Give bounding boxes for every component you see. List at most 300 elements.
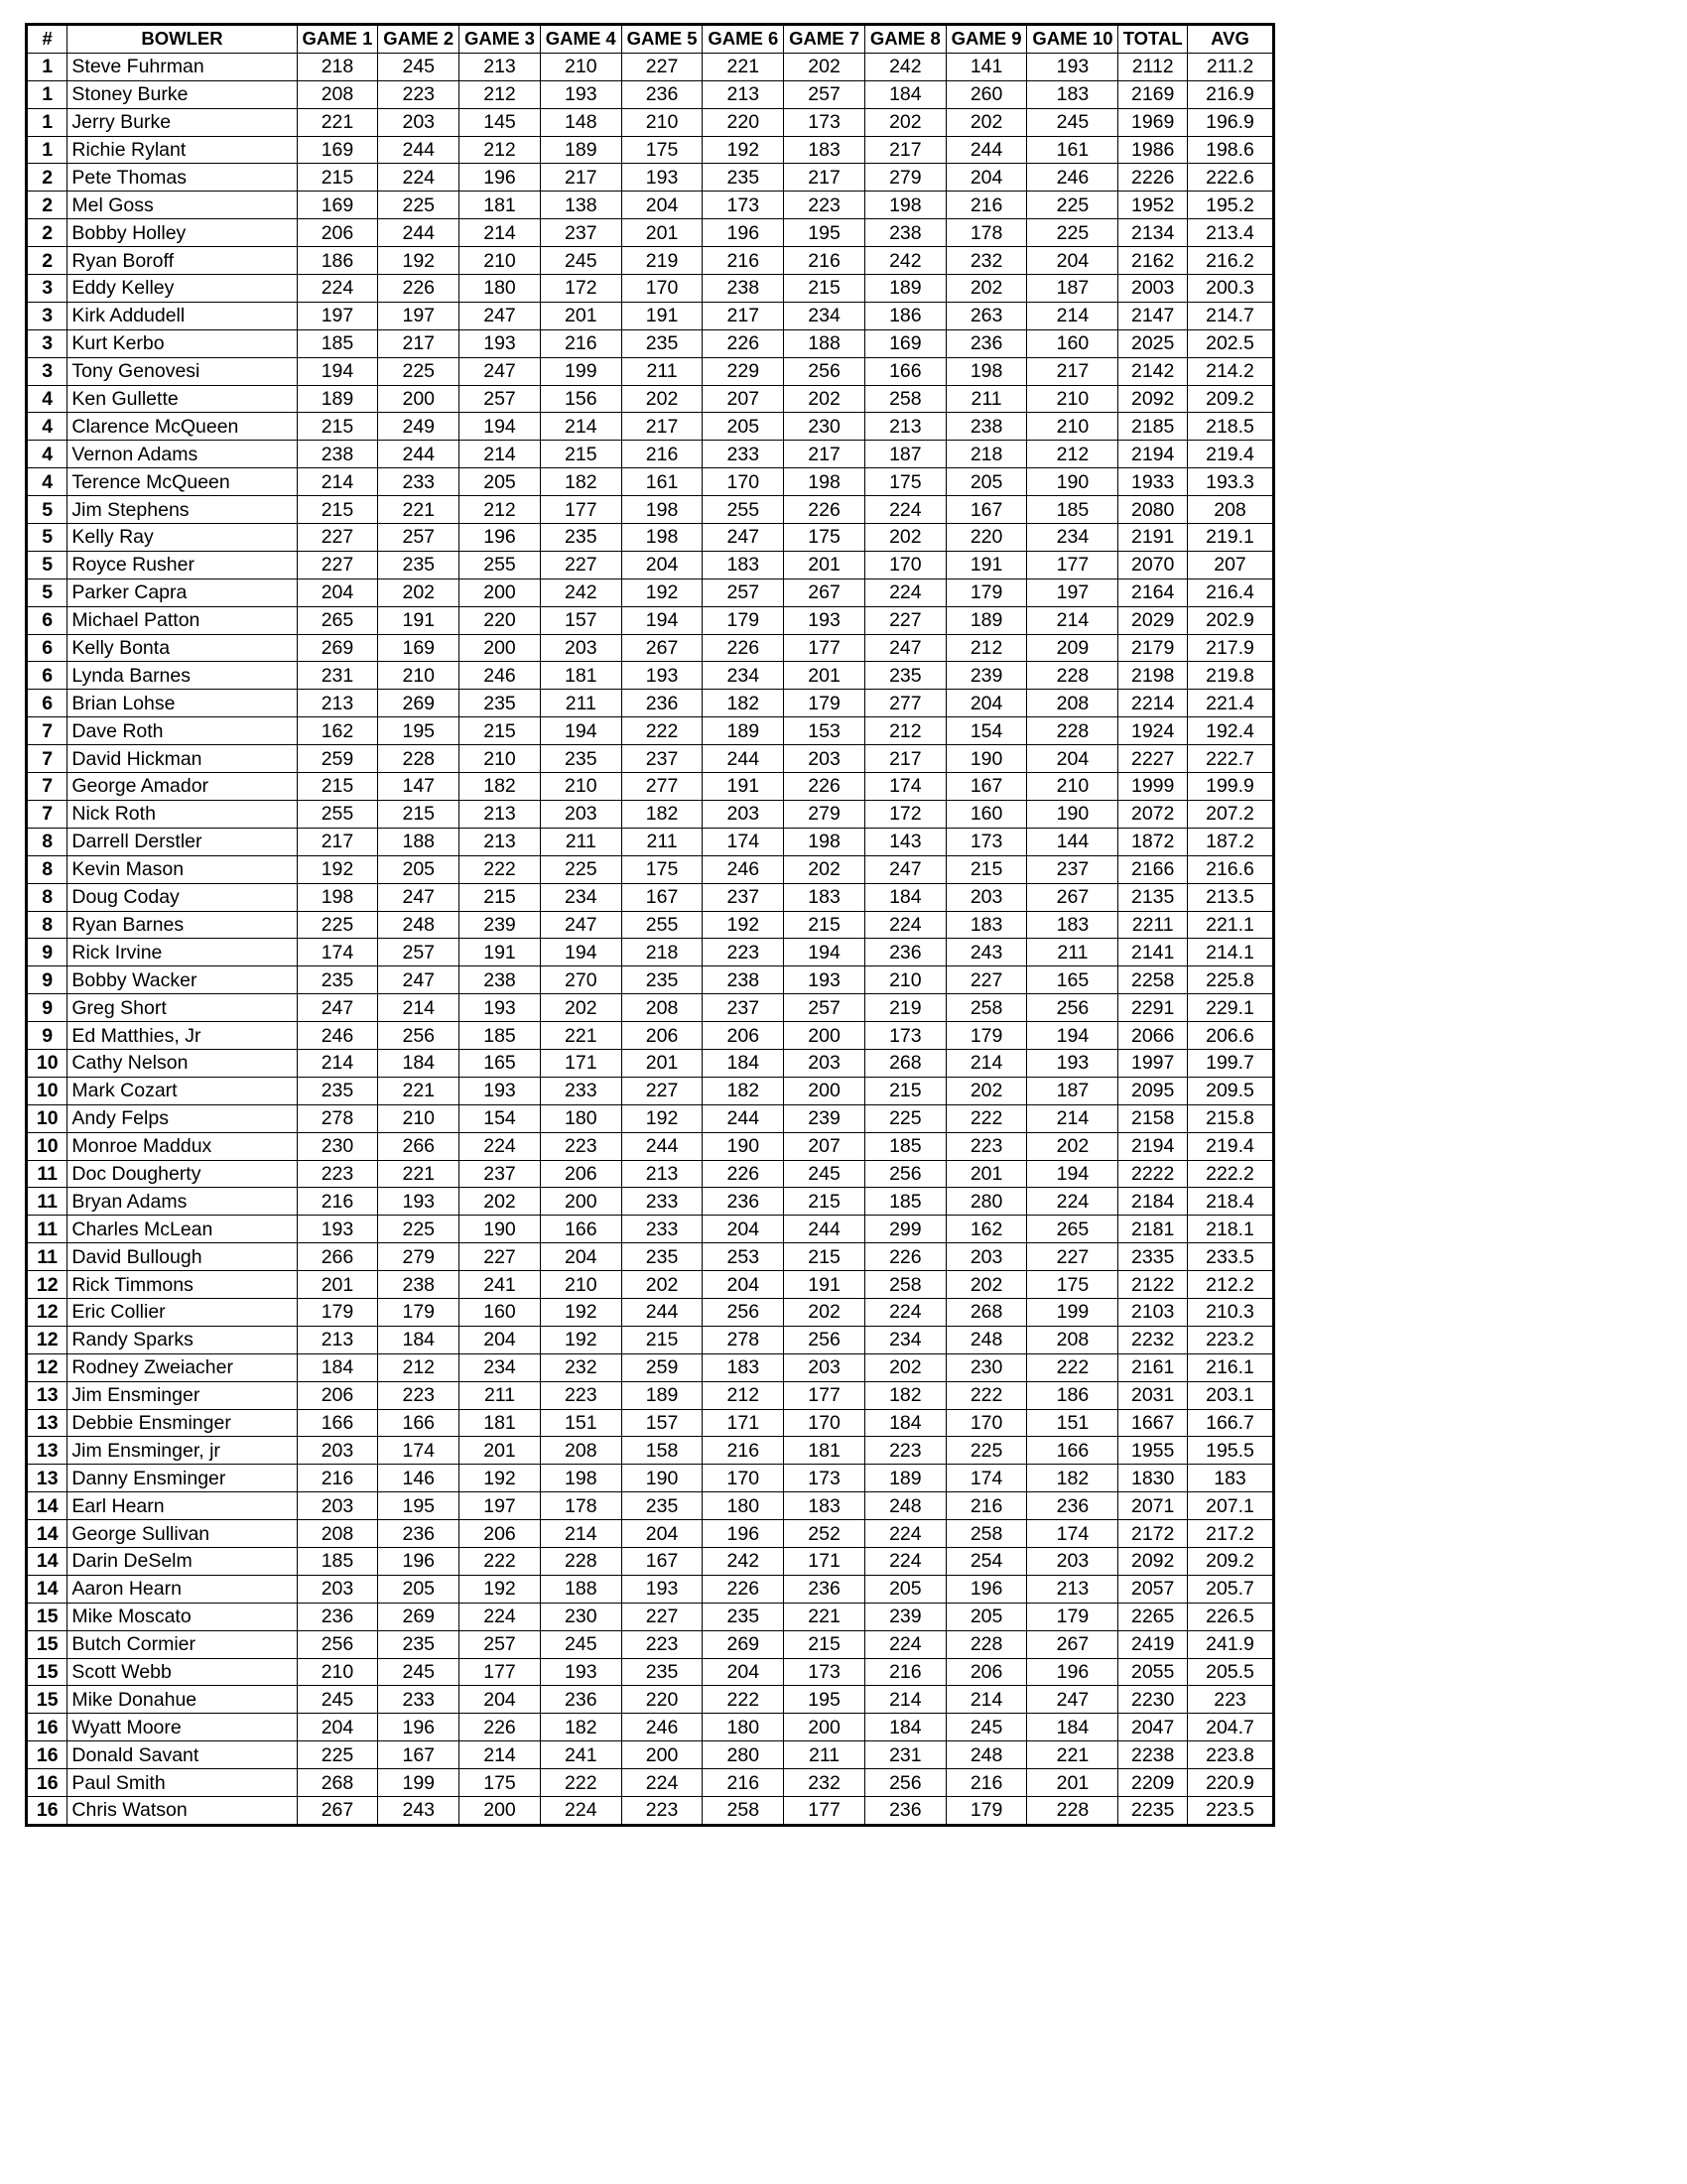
rank-cell: 5 — [27, 551, 67, 578]
table-row — [27, 1271, 1274, 1299]
game-score-cell: 235 — [378, 1630, 459, 1658]
game-score-cell: 233 — [621, 1188, 703, 1216]
game-score-cell: 187 — [1027, 275, 1118, 303]
game-score-cell: 244 — [621, 1298, 703, 1326]
bowler-name-cell: Bobby Holley — [67, 219, 297, 247]
column-header-game-9: GAME 9 — [946, 25, 1027, 54]
game-score-cell: 177 — [784, 634, 865, 662]
game-score-cell: 154 — [946, 717, 1027, 745]
total-cell: 1830 — [1118, 1465, 1188, 1492]
game-score-cell: 217 — [703, 302, 784, 329]
game-score-cell: 224 — [378, 164, 459, 192]
game-score-cell: 232 — [784, 1769, 865, 1797]
game-score-cell: 215 — [297, 164, 378, 192]
bowler-name-cell: Parker Capra — [67, 578, 297, 606]
table-row — [27, 828, 1274, 855]
rank-cell: 14 — [27, 1492, 67, 1520]
game-score-cell: 214 — [459, 441, 541, 468]
game-score-cell: 167 — [621, 1547, 703, 1575]
game-score-cell: 245 — [946, 1714, 1027, 1741]
game-score-cell: 269 — [378, 1603, 459, 1630]
game-score-cell: 202 — [784, 385, 865, 413]
total-cell: 1969 — [1118, 108, 1188, 136]
game-score-cell: 193 — [621, 164, 703, 192]
game-score-cell: 224 — [864, 496, 946, 524]
game-score-cell: 246 — [621, 1714, 703, 1741]
average-cell: 222.7 — [1188, 745, 1274, 773]
game-score-cell: 236 — [864, 1797, 946, 1826]
average-cell: 222.6 — [1188, 164, 1274, 192]
game-score-cell: 220 — [703, 108, 784, 136]
game-score-cell: 171 — [784, 1547, 865, 1575]
average-cell: 209.2 — [1188, 385, 1274, 413]
game-score-cell: 236 — [540, 1686, 621, 1714]
game-score-cell: 201 — [621, 1049, 703, 1077]
rank-cell: 13 — [27, 1409, 67, 1437]
game-score-cell: 199 — [1027, 1298, 1118, 1326]
average-cell: 198.6 — [1188, 136, 1274, 164]
game-score-cell: 224 — [864, 1520, 946, 1548]
total-cell: 2141 — [1118, 939, 1188, 966]
game-score-cell: 217 — [864, 745, 946, 773]
game-score-cell: 212 — [864, 717, 946, 745]
game-score-cell: 185 — [459, 1022, 541, 1050]
game-score-cell: 147 — [378, 773, 459, 801]
game-score-cell: 227 — [459, 1243, 541, 1271]
game-score-cell: 237 — [459, 1160, 541, 1188]
game-score-cell: 233 — [378, 1686, 459, 1714]
game-score-cell: 208 — [621, 994, 703, 1022]
game-score-cell: 177 — [1027, 551, 1118, 578]
game-score-cell: 166 — [540, 1216, 621, 1243]
game-score-cell: 237 — [621, 745, 703, 773]
table-row — [27, 1216, 1274, 1243]
game-score-cell: 218 — [946, 441, 1027, 468]
game-score-cell: 201 — [784, 551, 865, 578]
game-score-cell: 215 — [459, 717, 541, 745]
table-row — [27, 662, 1274, 690]
game-score-cell: 181 — [784, 1437, 865, 1465]
table-row — [27, 1326, 1274, 1353]
table-row — [27, 1409, 1274, 1437]
game-score-cell: 267 — [297, 1797, 378, 1826]
total-cell: 2185 — [1118, 413, 1188, 441]
game-score-cell: 171 — [540, 1049, 621, 1077]
game-score-cell: 234 — [459, 1353, 541, 1381]
game-score-cell: 230 — [540, 1603, 621, 1630]
game-score-cell: 225 — [946, 1437, 1027, 1465]
game-score-cell: 225 — [378, 1216, 459, 1243]
game-score-cell: 185 — [297, 1547, 378, 1575]
game-score-cell: 204 — [946, 164, 1027, 192]
game-score-cell: 269 — [703, 1630, 784, 1658]
table-row — [27, 1104, 1274, 1132]
game-score-cell: 238 — [864, 219, 946, 247]
game-score-cell: 215 — [378, 800, 459, 828]
rank-cell: 3 — [27, 302, 67, 329]
game-score-cell: 216 — [297, 1465, 378, 1492]
total-cell: 2214 — [1118, 690, 1188, 717]
game-score-cell: 242 — [864, 247, 946, 275]
game-score-cell: 179 — [946, 1022, 1027, 1050]
header-row — [27, 25, 1274, 54]
game-score-cell: 198 — [946, 357, 1027, 385]
game-score-cell: 228 — [1027, 1797, 1118, 1826]
bowler-name-cell: Jerry Burke — [67, 108, 297, 136]
table-row — [27, 329, 1274, 357]
average-cell: 219.1 — [1188, 524, 1274, 552]
game-score-cell: 279 — [378, 1243, 459, 1271]
game-score-cell: 223 — [378, 1381, 459, 1409]
game-score-cell: 225 — [1027, 192, 1118, 219]
game-score-cell: 194 — [540, 717, 621, 745]
game-score-cell: 204 — [621, 192, 703, 219]
total-cell: 2164 — [1118, 578, 1188, 606]
table-row — [27, 1741, 1274, 1769]
average-cell: 211.2 — [1188, 53, 1274, 80]
bowler-name-cell: Scott Webb — [67, 1658, 297, 1686]
game-score-cell: 193 — [459, 329, 541, 357]
game-score-cell: 161 — [621, 468, 703, 496]
game-score-cell: 198 — [297, 883, 378, 911]
game-score-cell: 231 — [864, 1741, 946, 1769]
game-score-cell: 226 — [784, 496, 865, 524]
game-score-cell: 257 — [378, 524, 459, 552]
game-score-cell: 170 — [703, 1465, 784, 1492]
game-score-cell: 196 — [459, 164, 541, 192]
game-score-cell: 201 — [784, 662, 865, 690]
game-score-cell: 182 — [459, 773, 541, 801]
game-score-cell: 213 — [459, 53, 541, 80]
game-score-cell: 236 — [621, 80, 703, 108]
table-row — [27, 1686, 1274, 1714]
game-score-cell: 184 — [864, 1409, 946, 1437]
game-score-cell: 214 — [1027, 302, 1118, 329]
total-cell: 2055 — [1118, 1658, 1188, 1686]
table-row — [27, 800, 1274, 828]
game-score-cell: 208 — [297, 1520, 378, 1548]
game-score-cell: 175 — [1027, 1271, 1118, 1299]
game-score-cell: 202 — [621, 1271, 703, 1299]
game-score-cell: 214 — [1027, 1104, 1118, 1132]
game-score-cell: 237 — [703, 994, 784, 1022]
game-score-cell: 203 — [297, 1575, 378, 1603]
game-score-cell: 212 — [703, 1381, 784, 1409]
rank-cell: 12 — [27, 1353, 67, 1381]
game-score-cell: 192 — [378, 247, 459, 275]
bowler-name-cell: Kelly Bonta — [67, 634, 297, 662]
total-cell: 2072 — [1118, 800, 1188, 828]
game-score-cell: 210 — [459, 247, 541, 275]
game-score-cell: 224 — [864, 1630, 946, 1658]
game-score-cell: 215 — [297, 413, 378, 441]
game-score-cell: 246 — [1027, 164, 1118, 192]
bowler-name-cell: Andy Felps — [67, 1104, 297, 1132]
game-score-cell: 228 — [946, 1630, 1027, 1658]
total-cell: 2291 — [1118, 994, 1188, 1022]
game-score-cell: 269 — [297, 634, 378, 662]
game-score-cell: 182 — [621, 800, 703, 828]
table-row — [27, 441, 1274, 468]
game-score-cell: 206 — [459, 1520, 541, 1548]
game-score-cell: 235 — [703, 1603, 784, 1630]
game-score-cell: 184 — [864, 883, 946, 911]
average-cell: 206.6 — [1188, 1022, 1274, 1050]
table-row — [27, 247, 1274, 275]
game-score-cell: 234 — [864, 1326, 946, 1353]
game-score-cell: 184 — [703, 1049, 784, 1077]
game-score-cell: 267 — [1027, 1630, 1118, 1658]
game-score-cell: 193 — [621, 662, 703, 690]
bowler-name-cell: Kelly Ray — [67, 524, 297, 552]
table-row — [27, 524, 1274, 552]
game-score-cell: 180 — [459, 275, 541, 303]
bowler-name-cell: Michael Patton — [67, 606, 297, 634]
game-score-cell: 202 — [540, 994, 621, 1022]
total-cell: 2147 — [1118, 302, 1188, 329]
game-score-cell: 235 — [459, 690, 541, 717]
game-score-cell: 173 — [703, 192, 784, 219]
game-score-cell: 205 — [946, 1603, 1027, 1630]
game-score-cell: 146 — [378, 1465, 459, 1492]
game-score-cell: 138 — [540, 192, 621, 219]
game-score-cell: 258 — [946, 1520, 1027, 1548]
game-score-cell: 224 — [864, 911, 946, 939]
game-score-cell: 257 — [378, 939, 459, 966]
average-cell: 216.1 — [1188, 1353, 1274, 1381]
game-score-cell: 224 — [297, 275, 378, 303]
game-score-cell: 203 — [946, 1243, 1027, 1271]
game-score-cell: 245 — [540, 247, 621, 275]
game-score-cell: 160 — [459, 1298, 541, 1326]
game-score-cell: 179 — [378, 1298, 459, 1326]
game-score-cell: 173 — [946, 828, 1027, 855]
game-score-cell: 210 — [378, 1104, 459, 1132]
table-row — [27, 855, 1274, 883]
rank-cell: 10 — [27, 1132, 67, 1160]
average-cell: 223.8 — [1188, 1741, 1274, 1769]
game-score-cell: 248 — [946, 1326, 1027, 1353]
bowler-name-cell: Butch Cormier — [67, 1630, 297, 1658]
bowler-name-cell: Jim Ensminger, jr — [67, 1437, 297, 1465]
table-row — [27, 192, 1274, 219]
game-score-cell: 211 — [621, 357, 703, 385]
game-score-cell: 195 — [784, 1686, 865, 1714]
game-score-cell: 277 — [621, 773, 703, 801]
game-score-cell: 223 — [297, 1160, 378, 1188]
average-cell: 223.5 — [1188, 1797, 1274, 1826]
game-score-cell: 203 — [540, 634, 621, 662]
rank-cell: 8 — [27, 911, 67, 939]
game-score-cell: 266 — [297, 1243, 378, 1271]
game-score-cell: 202 — [946, 108, 1027, 136]
game-score-cell: 143 — [864, 828, 946, 855]
game-score-cell: 166 — [864, 357, 946, 385]
game-score-cell: 169 — [378, 634, 459, 662]
game-score-cell: 183 — [1027, 80, 1118, 108]
total-cell: 2066 — [1118, 1022, 1188, 1050]
game-score-cell: 242 — [864, 53, 946, 80]
game-score-cell: 244 — [784, 1216, 865, 1243]
game-score-cell: 265 — [1027, 1216, 1118, 1243]
game-score-cell: 278 — [297, 1104, 378, 1132]
game-score-cell: 203 — [1027, 1547, 1118, 1575]
game-score-cell: 243 — [378, 1797, 459, 1826]
column-header-total: TOTAL — [1118, 25, 1188, 54]
game-score-cell: 173 — [784, 1465, 865, 1492]
game-score-cell: 205 — [946, 468, 1027, 496]
game-score-cell: 175 — [864, 468, 946, 496]
game-score-cell: 247 — [297, 994, 378, 1022]
rank-cell: 5 — [27, 578, 67, 606]
game-score-cell: 247 — [1027, 1686, 1118, 1714]
game-score-cell: 230 — [946, 1353, 1027, 1381]
game-score-cell: 211 — [946, 385, 1027, 413]
total-cell: 2238 — [1118, 1741, 1188, 1769]
rank-cell: 13 — [27, 1381, 67, 1409]
game-score-cell: 236 — [621, 690, 703, 717]
game-score-cell: 215 — [459, 883, 541, 911]
game-score-cell: 184 — [864, 80, 946, 108]
total-cell: 2194 — [1118, 441, 1188, 468]
game-score-cell: 263 — [946, 302, 1027, 329]
game-score-cell: 184 — [1027, 1714, 1118, 1741]
total-cell: 2179 — [1118, 634, 1188, 662]
game-score-cell: 193 — [378, 1188, 459, 1216]
column-header-game-1: GAME 1 — [297, 25, 378, 54]
bowler-name-cell: Jim Ensminger — [67, 1381, 297, 1409]
game-score-cell: 177 — [459, 1658, 541, 1686]
game-score-cell: 235 — [297, 966, 378, 994]
game-score-cell: 256 — [864, 1769, 946, 1797]
game-score-cell: 184 — [378, 1049, 459, 1077]
game-score-cell: 228 — [1027, 662, 1118, 690]
game-score-cell: 211 — [459, 1381, 541, 1409]
total-cell: 2162 — [1118, 247, 1188, 275]
rank-cell: 2 — [27, 192, 67, 219]
game-score-cell: 216 — [864, 1658, 946, 1686]
game-score-cell: 227 — [621, 1077, 703, 1104]
game-score-cell: 214 — [378, 994, 459, 1022]
game-score-cell: 194 — [621, 606, 703, 634]
game-score-cell: 237 — [703, 883, 784, 911]
total-cell: 2172 — [1118, 1520, 1188, 1548]
game-score-cell: 227 — [621, 1603, 703, 1630]
bowler-name-cell: Ryan Barnes — [67, 911, 297, 939]
game-score-cell: 278 — [703, 1326, 784, 1353]
game-score-cell: 214 — [540, 413, 621, 441]
game-score-cell: 255 — [703, 496, 784, 524]
game-score-cell: 216 — [540, 329, 621, 357]
game-score-cell: 215 — [784, 1243, 865, 1271]
table-row — [27, 1575, 1274, 1603]
game-score-cell: 182 — [703, 1077, 784, 1104]
game-score-cell: 199 — [378, 1769, 459, 1797]
game-score-cell: 202 — [784, 855, 865, 883]
game-score-cell: 235 — [540, 524, 621, 552]
bowler-name-cell: Mike Moscato — [67, 1603, 297, 1630]
game-score-cell: 203 — [703, 800, 784, 828]
table-row — [27, 634, 1274, 662]
game-score-cell: 234 — [540, 883, 621, 911]
game-score-cell: 190 — [459, 1216, 541, 1243]
table-row — [27, 1049, 1274, 1077]
bowler-name-cell: George Sullivan — [67, 1520, 297, 1548]
total-cell: 2194 — [1118, 1132, 1188, 1160]
game-score-cell: 191 — [784, 1271, 865, 1299]
game-score-cell: 178 — [946, 219, 1027, 247]
game-score-cell: 195 — [378, 1492, 459, 1520]
game-score-cell: 232 — [540, 1353, 621, 1381]
game-score-cell: 181 — [459, 192, 541, 219]
game-score-cell: 236 — [703, 1188, 784, 1216]
game-score-cell: 257 — [459, 385, 541, 413]
rank-cell: 12 — [27, 1298, 67, 1326]
game-score-cell: 170 — [864, 551, 946, 578]
game-score-cell: 226 — [703, 1160, 784, 1188]
game-score-cell: 213 — [864, 413, 946, 441]
game-score-cell: 227 — [946, 966, 1027, 994]
bowler-name-cell: Doug Coday — [67, 883, 297, 911]
total-cell: 2070 — [1118, 551, 1188, 578]
average-cell: 221.4 — [1188, 690, 1274, 717]
game-score-cell: 203 — [297, 1437, 378, 1465]
game-score-cell: 223 — [946, 1132, 1027, 1160]
total-cell: 2232 — [1118, 1326, 1188, 1353]
game-score-cell: 227 — [297, 551, 378, 578]
game-score-cell: 171 — [703, 1409, 784, 1437]
average-cell: 221.1 — [1188, 911, 1274, 939]
game-score-cell: 247 — [864, 634, 946, 662]
game-score-cell: 204 — [703, 1216, 784, 1243]
total-cell: 1955 — [1118, 1437, 1188, 1465]
game-score-cell: 191 — [459, 939, 541, 966]
game-score-cell: 192 — [621, 578, 703, 606]
total-cell: 2227 — [1118, 745, 1188, 773]
game-score-cell: 211 — [540, 690, 621, 717]
game-score-cell: 279 — [864, 164, 946, 192]
game-score-cell: 225 — [297, 911, 378, 939]
game-score-cell: 198 — [621, 496, 703, 524]
game-score-cell: 220 — [459, 606, 541, 634]
game-score-cell: 186 — [297, 247, 378, 275]
column-header-rank: # — [27, 25, 67, 54]
game-score-cell: 212 — [1027, 441, 1118, 468]
average-cell: 204.7 — [1188, 1714, 1274, 1741]
game-score-cell: 196 — [703, 1520, 784, 1548]
game-score-cell: 236 — [864, 939, 946, 966]
game-score-cell: 247 — [864, 855, 946, 883]
game-score-cell: 187 — [1027, 1077, 1118, 1104]
total-cell: 2235 — [1118, 1797, 1188, 1826]
bowler-name-cell: Mike Donahue — [67, 1686, 297, 1714]
game-score-cell: 202 — [1027, 1132, 1118, 1160]
game-score-cell: 279 — [784, 800, 865, 828]
game-score-cell: 192 — [540, 1326, 621, 1353]
column-header-game-10: GAME 10 — [1027, 25, 1118, 54]
game-score-cell: 190 — [1027, 468, 1118, 496]
table-row — [27, 1520, 1274, 1548]
game-score-cell: 183 — [1027, 911, 1118, 939]
game-score-cell: 200 — [378, 385, 459, 413]
average-cell: 223.2 — [1188, 1326, 1274, 1353]
total-cell: 2166 — [1118, 855, 1188, 883]
average-cell: 195.2 — [1188, 192, 1274, 219]
game-score-cell: 179 — [1027, 1603, 1118, 1630]
column-header-game-5: GAME 5 — [621, 25, 703, 54]
game-score-cell: 203 — [784, 745, 865, 773]
game-score-cell: 192 — [703, 911, 784, 939]
